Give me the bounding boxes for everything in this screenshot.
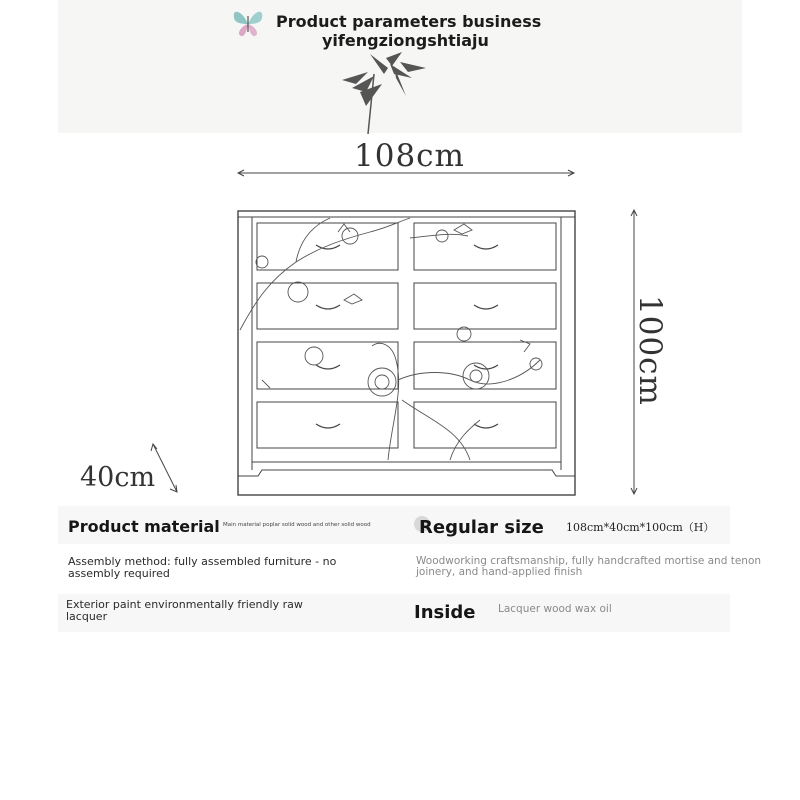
title-line-1: Product parameters business	[276, 12, 542, 31]
material-label: Product material	[68, 517, 220, 536]
param-row-1	[58, 506, 730, 544]
param-row-2	[58, 550, 762, 590]
size-value: 108cm*40cm*100cm（H）	[566, 521, 715, 534]
inside-label: Inside	[414, 602, 476, 623]
assembly-text: Assembly method: fully assembled furniture - no assembly required	[68, 555, 337, 580]
size-label: Regular size	[419, 517, 544, 538]
width-label: 108cm	[354, 138, 465, 174]
depth-label: 40cm	[80, 462, 156, 493]
inside-value: Lacquer wood wax oil	[498, 603, 612, 615]
craft-text: Woodworking craftsmanship, fully handcrafted mortise and tenon joinery, and hand-applied finish	[416, 555, 762, 578]
exterior-text: Exterior paint environmentally friendly raw lacquer	[66, 598, 303, 623]
title-line-2: yifengziongshtiaju	[322, 31, 489, 50]
height-label: 100cm	[632, 295, 668, 406]
depth-dimension-line	[153, 444, 177, 492]
parameters-table	[58, 506, 762, 632]
param-row-3	[58, 594, 730, 632]
material-value: Main material poplar solid wood and other solid wood	[223, 522, 371, 528]
